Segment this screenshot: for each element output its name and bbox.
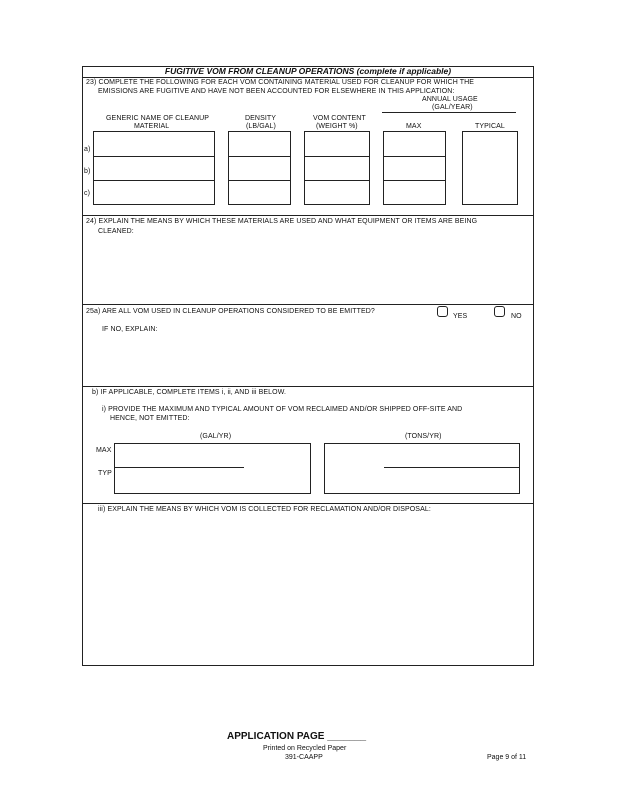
col-name-label-2: MATERIAL <box>134 123 170 130</box>
density-field[interactable] <box>228 131 291 205</box>
row-c-label: c) <box>84 190 91 197</box>
col-vom-label: VOM CONTENT <box>313 115 366 122</box>
recycled-note: Printed on Recycled Paper <box>263 745 347 752</box>
section-divider <box>82 215 534 216</box>
form-id: 391-CAAPP <box>285 754 323 761</box>
max-label: MAX <box>96 447 112 454</box>
reclaimed-gal-field[interactable] <box>114 443 311 494</box>
q25b-i-line1: i) PROVIDE THE MAXIMUM AND TYPICAL AMOUNT OF VOM RECLAIMED AND/OR SHIPPED OFF-SITE AND <box>102 406 463 413</box>
col-density-label: DENSITY <box>245 115 277 122</box>
section-divider <box>82 304 534 305</box>
no-checkbox[interactable] <box>494 306 505 317</box>
row-divider <box>93 180 215 181</box>
no-label: NO <box>511 313 522 320</box>
q24-text-line1: 24) EXPLAIN THE MEANS BY WHICH THESE MATERIALS ARE USED AND WHAT EQUIPMENT OR ITEMS ARE BEING <box>86 218 478 225</box>
yes-checkbox[interactable] <box>437 306 448 317</box>
yes-label: YES <box>453 313 468 320</box>
material-name-field[interactable] <box>93 131 215 205</box>
annual-usage-label: ANNUAL USAGE <box>422 96 478 103</box>
row-divider <box>228 156 291 157</box>
application-page-label: APPLICATION PAGE _______ <box>227 731 367 742</box>
q25a-explain-area[interactable] <box>100 336 526 384</box>
usage-typical-field[interactable] <box>462 131 518 205</box>
q25iii-answer-area[interactable] <box>90 518 526 662</box>
tons-row-divider <box>384 467 520 468</box>
q25b-intro: b) IF APPLICABLE, COMPLETE ITEMS i, ii, AND iii BELOW. <box>92 389 287 396</box>
annual-usage-unit: (GAL/YEAR) <box>432 104 473 111</box>
row-b-label: b) <box>84 168 91 175</box>
q25b-i-line2: HENCE, NOT EMITTED: <box>110 415 190 422</box>
row-divider <box>383 180 446 181</box>
col-max-label: MAX <box>406 123 422 130</box>
vom-content-field[interactable] <box>304 131 370 205</box>
q23-text-line1: 23) COMPLETE THE FOLLOWING FOR EACH VOM CONTAINING MATERIAL USED FOR CLEANUP FOR WHICH THE <box>86 79 475 86</box>
row-divider <box>304 156 370 157</box>
row-divider <box>304 180 370 181</box>
tons-unit-label: (TONS/YR) <box>405 433 442 440</box>
gal-unit-label: (GAL/YR) <box>200 433 232 440</box>
row-a-label: a) <box>84 146 91 153</box>
col-name-label: GENERIC NAME OF CLEANUP <box>106 115 210 122</box>
col-density-unit: (LB/GAL) <box>246 123 276 130</box>
gal-row-divider <box>114 467 244 468</box>
title-divider <box>82 77 534 78</box>
section-divider <box>82 386 534 387</box>
q24-text-line2: CLEANED: <box>98 228 134 235</box>
page-number: Page 9 of 11 <box>487 754 527 761</box>
q24-answer-area[interactable] <box>90 240 526 302</box>
usage-max-field[interactable] <box>383 131 446 205</box>
section-title: FUGITIVE VOM FROM CLEANUP OPERATIONS (complete if applicable) <box>164 66 452 76</box>
reclaimed-tons-field[interactable] <box>324 443 520 494</box>
row-divider <box>383 156 446 157</box>
section-divider <box>82 503 534 504</box>
row-divider <box>228 180 291 181</box>
q25a-question: 25a) ARE ALL VOM USED IN CLEANUP OPERATIONS CONSIDERED TO BE EMITTED? <box>86 308 375 315</box>
q25iii-text: iii) EXPLAIN THE MEANS BY WHICH VOM IS COLLECTED FOR RECLAMATION AND/OR DISPOSAL: <box>98 506 431 513</box>
if-no-label: IF NO, EXPLAIN: <box>102 326 158 333</box>
row-divider <box>93 156 215 157</box>
col-typical-label: TYPICAL <box>475 123 505 130</box>
col-vom-unit: (WEIGHT %) <box>316 123 358 130</box>
q23-text-line2: EMISSIONS ARE FUGITIVE AND HAVE NOT BEEN ACCOUNTED FOR ELSEWHERE IN THIS APPLICATION: <box>98 88 455 95</box>
typ-label: TYP <box>98 470 112 477</box>
annual-usage-rule <box>382 112 516 113</box>
